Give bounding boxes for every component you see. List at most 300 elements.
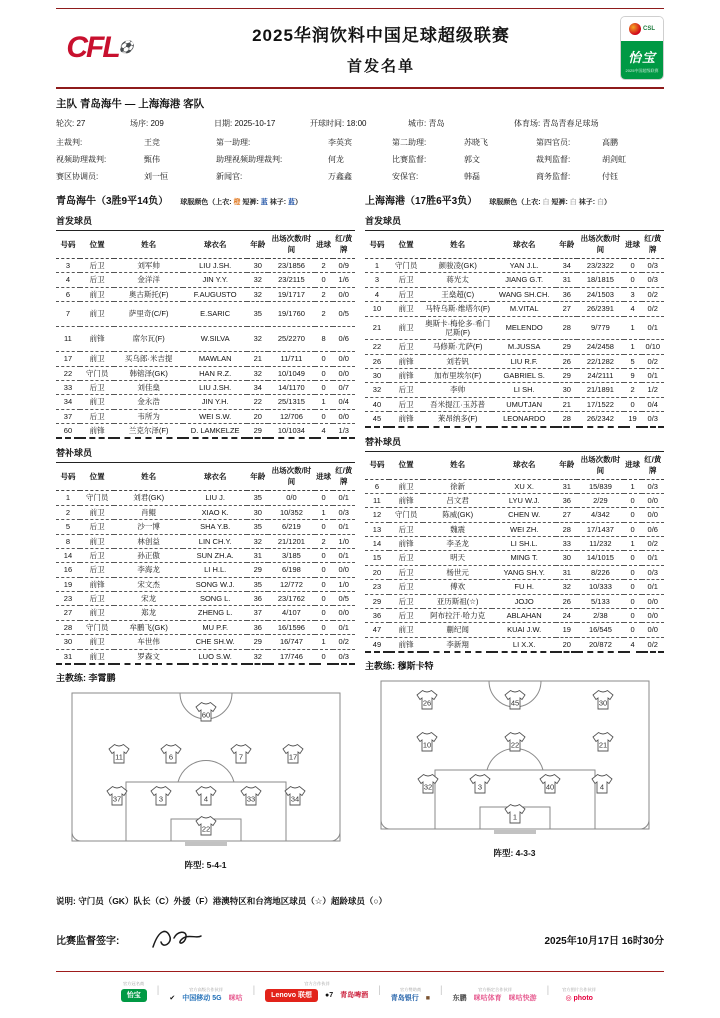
jersey-icon	[285, 786, 305, 805]
official-label: 视频助理裁判:	[56, 155, 107, 164]
player-row	[56, 302, 355, 327]
sponsor-logo: 咪咕快游	[508, 994, 537, 1002]
jersey-number: 30	[598, 698, 607, 708]
player-row	[365, 340, 664, 354]
player-cell: 后卫	[80, 520, 114, 534]
player-row	[56, 366, 355, 380]
player-cell: 0/10	[642, 340, 664, 354]
player-cell: 0/0	[333, 563, 355, 577]
player-cell: 0	[315, 380, 333, 394]
player-cell: 8/226	[577, 565, 623, 579]
player-cell: 刘若钒	[423, 354, 492, 368]
home-pitch	[56, 692, 355, 853]
sponsor-separator: |	[156, 985, 160, 997]
column-header: 年龄	[247, 231, 268, 259]
player-cell: 0/3	[642, 259, 664, 273]
column-header: 红/黄牌	[642, 231, 664, 259]
player-cell: 0	[315, 352, 333, 366]
official-name: 何龙	[328, 155, 344, 164]
sponsor-logos-row	[56, 980, 664, 1002]
player-row	[56, 548, 355, 562]
player-cell: LIU R.F.	[492, 354, 556, 368]
player-cell: 后卫	[389, 551, 423, 565]
jersey-number: 40	[545, 782, 554, 792]
player-cell: 29	[247, 635, 268, 649]
player-cell: F.AUGUSTO	[183, 287, 247, 301]
player-cell: 34	[556, 259, 577, 273]
player-cell: 后卫	[389, 287, 423, 301]
player-cell: 0	[315, 649, 333, 664]
player-row	[365, 637, 664, 652]
player-cell: 28	[56, 620, 80, 634]
official-label: 赛区协调员:	[56, 172, 99, 181]
column-header: 球衣名	[492, 451, 556, 479]
official-name: 郭文	[464, 155, 480, 164]
csl-emblem	[621, 17, 663, 41]
player-cell: 19/1760	[268, 302, 314, 327]
player-cell: 守门员	[389, 259, 423, 273]
player-cell: 0/0	[642, 594, 664, 608]
player-row	[56, 563, 355, 577]
yibao-text: 怡宝	[627, 49, 656, 65]
kit-colors	[180, 197, 302, 207]
home-coach: 主教练: 李霄鹏	[56, 672, 116, 683]
player-cell: 蒋光太	[423, 273, 492, 287]
player-cell: 4	[365, 287, 389, 301]
player-row	[365, 537, 664, 551]
player-cell: 0/5	[333, 592, 355, 606]
player-cell: 1	[315, 395, 333, 409]
sponsor-logo: ◎ photo	[565, 994, 593, 1002]
column-header: 姓名	[114, 231, 183, 259]
player-cell: 35	[247, 520, 268, 534]
player-cell: 肖鲲	[114, 505, 183, 519]
player-cell: 守门员	[389, 508, 423, 522]
jersey-icon	[417, 691, 437, 710]
away-subs-table	[365, 451, 664, 654]
player-cell: 后卫	[389, 594, 423, 608]
team-header	[365, 192, 664, 207]
player-cell: MAWLAN	[183, 352, 247, 366]
player-cell: 30	[556, 383, 577, 397]
player-cell: 32	[247, 287, 268, 301]
kit-shirt-color: 白	[540, 199, 550, 206]
column-header-row	[365, 231, 664, 259]
player-cell: 23/1762	[268, 592, 314, 606]
jersey-icon	[593, 733, 613, 752]
player-cell: 李圣龙	[423, 537, 492, 551]
jersey-icon	[283, 744, 303, 763]
player-cell: 沙一博	[114, 520, 183, 534]
official-label: 新闻官:	[216, 172, 243, 181]
player-cell: 前锋	[80, 327, 114, 352]
official-label: 第四官员:	[536, 138, 571, 147]
player-row	[56, 259, 355, 273]
sponsor-group	[121, 980, 147, 1002]
player-cell: 孙正傲	[114, 548, 183, 562]
player-cell: 37	[56, 409, 80, 423]
player-cell: 0/6	[642, 522, 664, 536]
player-cell: 32	[247, 273, 268, 287]
player-cell: 8	[315, 327, 333, 352]
player-cell: 4	[56, 273, 80, 287]
player-cell: 马修斯·尤萨(F)	[423, 340, 492, 354]
team-header	[56, 192, 355, 207]
player-cell: 刘军帅	[114, 259, 183, 273]
home-starters-label: 首发球员	[56, 216, 93, 226]
sponsor-logo: 青岛银行	[390, 994, 419, 1002]
player-cell: 前锋	[389, 354, 423, 368]
sponsor-tier-caption: 官方图片合作伙伴	[562, 987, 597, 993]
player-cell: 23/2115	[268, 273, 314, 287]
player-cell: 4/342	[577, 508, 623, 522]
player-cell: 22	[365, 340, 389, 354]
player-cell: 魏震	[423, 522, 492, 536]
player-cell: 亚历斯祖(☆)	[423, 594, 492, 608]
player-cell: 0/3	[333, 505, 355, 519]
player-cell: 颜骏凌(GK)	[423, 259, 492, 273]
player-cell: 2/38	[577, 608, 623, 622]
player-row	[365, 302, 664, 316]
player-cell: 10/1049	[268, 366, 314, 380]
jersey-number: 4	[203, 794, 208, 804]
player-cell: 36	[365, 608, 389, 622]
player-cell: 0	[624, 397, 642, 411]
player-cell: 0/1	[642, 551, 664, 565]
player-cell: 25/1315	[268, 395, 314, 409]
jersey-icon	[417, 733, 437, 752]
kit-suffix: ）	[295, 199, 303, 206]
player-cell: 11	[365, 493, 389, 507]
player-cell: 0/0	[642, 608, 664, 622]
official-label: 第一助理:	[216, 138, 251, 147]
player-cell: 3	[365, 273, 389, 287]
player-cell: 1	[624, 316, 642, 340]
player-cell: 3	[624, 287, 642, 301]
yibao-brand	[621, 41, 663, 79]
player-cell: 12/706	[268, 409, 314, 423]
column-header: 进球	[315, 463, 333, 491]
jersey-number: 1	[512, 812, 517, 822]
sponsor-separator: |	[378, 985, 381, 997]
official-label: 第二助理:	[392, 138, 427, 147]
player-row	[365, 383, 664, 397]
away-starters-label: 首发球员	[365, 216, 402, 226]
kit-socks-label: 袜子:	[267, 199, 287, 206]
team-columns	[56, 192, 664, 871]
sponsor-tier-caption: 官方赞助商	[399, 987, 421, 993]
player-cell: 0/3	[642, 412, 664, 427]
column-header: 出场次数/时间	[268, 463, 314, 491]
player-cell: SONG L.	[183, 592, 247, 606]
player-cell: 4	[624, 637, 642, 652]
sponsor-logo: ●7	[325, 991, 334, 999]
player-cell: 0	[624, 594, 642, 608]
away-subs-label: 替补球员	[365, 436, 402, 447]
player-row	[56, 635, 355, 649]
official-name: 韩磊	[464, 172, 480, 181]
sponsor-items	[391, 995, 430, 1002]
player-cell: 5	[56, 520, 80, 534]
player-cell: 5/133	[577, 594, 623, 608]
player-cell: 0	[315, 491, 333, 505]
player-cell: 1/0	[333, 534, 355, 548]
player-cell: 33	[556, 537, 577, 551]
player-cell: 0/3	[333, 649, 355, 664]
player-row	[56, 592, 355, 606]
column-header: 号码	[365, 231, 389, 259]
player-cell: 23/1856	[268, 259, 314, 273]
player-cell: 1	[56, 491, 80, 505]
player-cell: 24/2111	[577, 369, 623, 383]
player-cell: WEI S.W.	[183, 409, 247, 423]
jersey-icon	[241, 786, 261, 805]
player-row	[365, 493, 664, 507]
player-row	[365, 623, 664, 637]
column-header: 出场次数/时间	[268, 231, 314, 259]
player-cell: 加布里埃尔(F)	[423, 369, 492, 383]
player-cell: 5	[624, 354, 642, 368]
player-cell: 前卫	[80, 635, 114, 649]
player-cell: CHE SH.W.	[183, 635, 247, 649]
player-cell: LEONARDO	[492, 412, 556, 427]
player-cell: 14	[365, 537, 389, 551]
player-cell: 0/1	[333, 520, 355, 534]
csl-word: CSL	[643, 26, 655, 32]
player-cell: 40	[365, 397, 389, 411]
player-cell: 莱昂纳多(F)	[423, 412, 492, 427]
column-header: 位置	[80, 463, 114, 491]
jersey-icon	[540, 775, 560, 794]
player-cell: 林创益	[114, 534, 183, 548]
player-cell: 23	[365, 580, 389, 594]
player-cell: 3	[56, 259, 80, 273]
jersey-number: 45	[510, 698, 519, 708]
player-cell: 14/1015	[577, 551, 623, 565]
player-cell: 6	[365, 479, 389, 493]
player-cell: 罗森文	[114, 649, 183, 664]
player-cell: 兰克尔泽(F)	[114, 424, 183, 439]
sponsor-items	[169, 995, 242, 1002]
player-cell: 1	[624, 479, 642, 493]
player-cell: 35	[247, 577, 268, 591]
column-header: 红/黄牌	[333, 463, 355, 491]
column-header: 进球	[315, 231, 333, 259]
sponsor-items	[121, 989, 147, 1002]
sponsor-logo: 中国移动 5G	[182, 994, 222, 1002]
player-cell: 0/0	[333, 606, 355, 620]
kit-colors	[489, 197, 611, 207]
player-cell: 10/333	[577, 580, 623, 594]
player-cell: UMUTJAN	[492, 397, 556, 411]
sponsor-group	[391, 986, 430, 1002]
player-cell: 24/2458	[577, 340, 623, 354]
player-cell: 0/0	[333, 366, 355, 380]
player-cell: 12/772	[268, 577, 314, 591]
player-cell: 36	[247, 620, 268, 634]
player-cell: 前卫	[80, 395, 114, 409]
player-cell: 34	[247, 380, 268, 394]
player-cell: 前锋	[389, 537, 423, 551]
player-cell: 0/3	[642, 479, 664, 493]
player-cell: 前卫	[80, 302, 114, 327]
player-cell: 1	[315, 505, 333, 519]
player-cell: ABLAHAN	[492, 608, 556, 622]
official-label: 安保官:	[392, 172, 419, 181]
player-row	[56, 424, 355, 439]
player-row	[56, 606, 355, 620]
cfl-league-logo	[56, 33, 142, 63]
player-cell: 0/0	[642, 493, 664, 507]
player-cell: 16/747	[268, 635, 314, 649]
player-cell: 31	[56, 649, 80, 664]
player-cell: 前卫	[80, 352, 114, 366]
player-row	[365, 369, 664, 383]
player-cell: LIU J.SH.	[183, 380, 247, 394]
player-cell: 0	[315, 620, 333, 634]
player-cell: 49	[365, 637, 389, 652]
player-cell: 0	[315, 577, 333, 591]
official-name: 苏晓飞	[464, 138, 488, 147]
player-cell: 31	[247, 548, 268, 562]
player-cell: 杨世元	[423, 565, 492, 579]
player-cell: 26	[556, 594, 577, 608]
official-name: 万鑫鑫	[328, 172, 352, 181]
pitch-diagram	[380, 680, 650, 836]
player-cell: 17	[56, 352, 80, 366]
player-cell: 4/107	[268, 606, 314, 620]
player-cell: 郑龙	[114, 606, 183, 620]
player-cell: 0	[315, 606, 333, 620]
sponsor-group	[265, 980, 368, 1002]
column-header: 号码	[56, 463, 80, 491]
player-cell: 蒯纪闻	[423, 623, 492, 637]
player-cell: 16/545	[577, 623, 623, 637]
player-cell: 1/0	[333, 577, 355, 591]
player-cell: 2	[315, 534, 333, 548]
sponsor-logo: 东鹏	[452, 994, 467, 1002]
kit-shirt-color: 橙	[231, 199, 241, 206]
player-cell: 0	[624, 551, 642, 565]
player-cell: 30	[556, 551, 577, 565]
player-cell: 0/2	[642, 354, 664, 368]
player-cell: 0/1	[642, 369, 664, 383]
player-cell: 前卫	[389, 479, 423, 493]
player-cell: 7	[56, 302, 80, 327]
footer-divider	[56, 971, 664, 972]
player-row	[365, 551, 664, 565]
official-name: 胡剑虹	[602, 155, 626, 164]
player-cell: 车世伟	[114, 635, 183, 649]
sponsor-items	[265, 989, 368, 1002]
player-cell: 25/2270	[268, 327, 314, 352]
player-cell: 16/1596	[268, 620, 314, 634]
official-name: 高鹏	[602, 138, 618, 147]
column-header: 红/黄牌	[333, 231, 355, 259]
player-cell: 0/0	[642, 623, 664, 637]
official-label: 比赛监督:	[392, 155, 427, 164]
player-cell: 2	[56, 505, 80, 519]
player-cell: 15/839	[577, 479, 623, 493]
sponsor-items	[453, 995, 537, 1002]
player-cell: 30	[247, 259, 268, 273]
player-cell: 傅欢	[423, 580, 492, 594]
player-cell: 0/2	[642, 537, 664, 551]
player-cell: 60	[56, 424, 80, 439]
column-header-row	[56, 463, 355, 491]
sponsor-logo: 怡宝	[121, 989, 147, 1002]
player-cell: 0	[624, 580, 642, 594]
jersey-number: 21	[598, 740, 607, 750]
official-name: 王竞	[144, 138, 160, 147]
player-row	[365, 608, 664, 622]
player-cell: 27	[556, 302, 577, 316]
column-header: 出场次数/时间	[577, 231, 623, 259]
player-row	[56, 287, 355, 301]
jersey-number: 3	[158, 794, 163, 804]
player-cell: 马特乌斯·维塔尔(F)	[423, 302, 492, 316]
sponsor-logo: 青岛啤酒	[340, 991, 369, 999]
player-cell: 36	[556, 493, 577, 507]
jersey-icon	[505, 733, 525, 752]
jersey-number: 22	[510, 740, 519, 750]
player-cell: 0	[315, 548, 333, 562]
match-info-item: 轮次: 27	[56, 119, 86, 128]
home-subs-table	[56, 462, 355, 665]
player-cell: 18/1815	[577, 273, 623, 287]
player-cell: 29	[365, 594, 389, 608]
kit-prefix: 球服颜色（上衣:	[180, 199, 232, 206]
player-row	[56, 352, 355, 366]
jersey-number: 17	[288, 752, 297, 762]
sponsor-separator: |	[252, 985, 256, 997]
player-cell: 9	[624, 369, 642, 383]
player-row	[56, 273, 355, 287]
player-cell: 奥古斯托(F)	[114, 287, 183, 301]
column-header-row	[56, 231, 355, 259]
player-cell: 牟鹏飞(GK)	[114, 620, 183, 634]
player-cell: ZHENG L.	[183, 606, 247, 620]
player-cell: 19	[56, 577, 80, 591]
player-cell: 金洋洋	[114, 273, 183, 287]
player-cell: SONG W.J.	[183, 577, 247, 591]
sponsor-tier-caption: 官方冠名商	[123, 981, 145, 987]
player-cell: 0/5	[333, 302, 355, 327]
player-cell: 32	[247, 327, 268, 352]
jersey-number: 33	[246, 794, 255, 804]
cfl-logo-text: CFL	[66, 31, 119, 64]
page-subtitle: 首发名单	[346, 57, 415, 75]
player-cell: 后卫	[389, 522, 423, 536]
player-cell: 吾米提江·玉苏普	[423, 397, 492, 411]
home-subs-label: 替补球员	[56, 448, 93, 459]
player-cell: XIAO K.	[183, 505, 247, 519]
official-name: 刘一恒	[144, 172, 168, 181]
player-cell: MING T.	[492, 551, 556, 565]
player-cell: 李新翔	[423, 637, 492, 652]
kit-shorts-color: 白	[567, 199, 577, 206]
player-cell: JIANG G.T.	[492, 273, 556, 287]
away-starters-table	[365, 230, 664, 428]
player-cell: 0	[315, 366, 333, 380]
sponsor-group	[559, 986, 599, 1002]
competition-title: 2025华润饮料中国足球超级联赛	[252, 25, 510, 45]
player-cell: 买乌郎·米吉提	[114, 352, 183, 366]
player-cell: 0	[624, 493, 642, 507]
kit-socks-label: 袜子:	[576, 199, 596, 206]
player-cell: D. LAMKELZE	[183, 424, 247, 439]
player-cell: 徐新	[423, 479, 492, 493]
